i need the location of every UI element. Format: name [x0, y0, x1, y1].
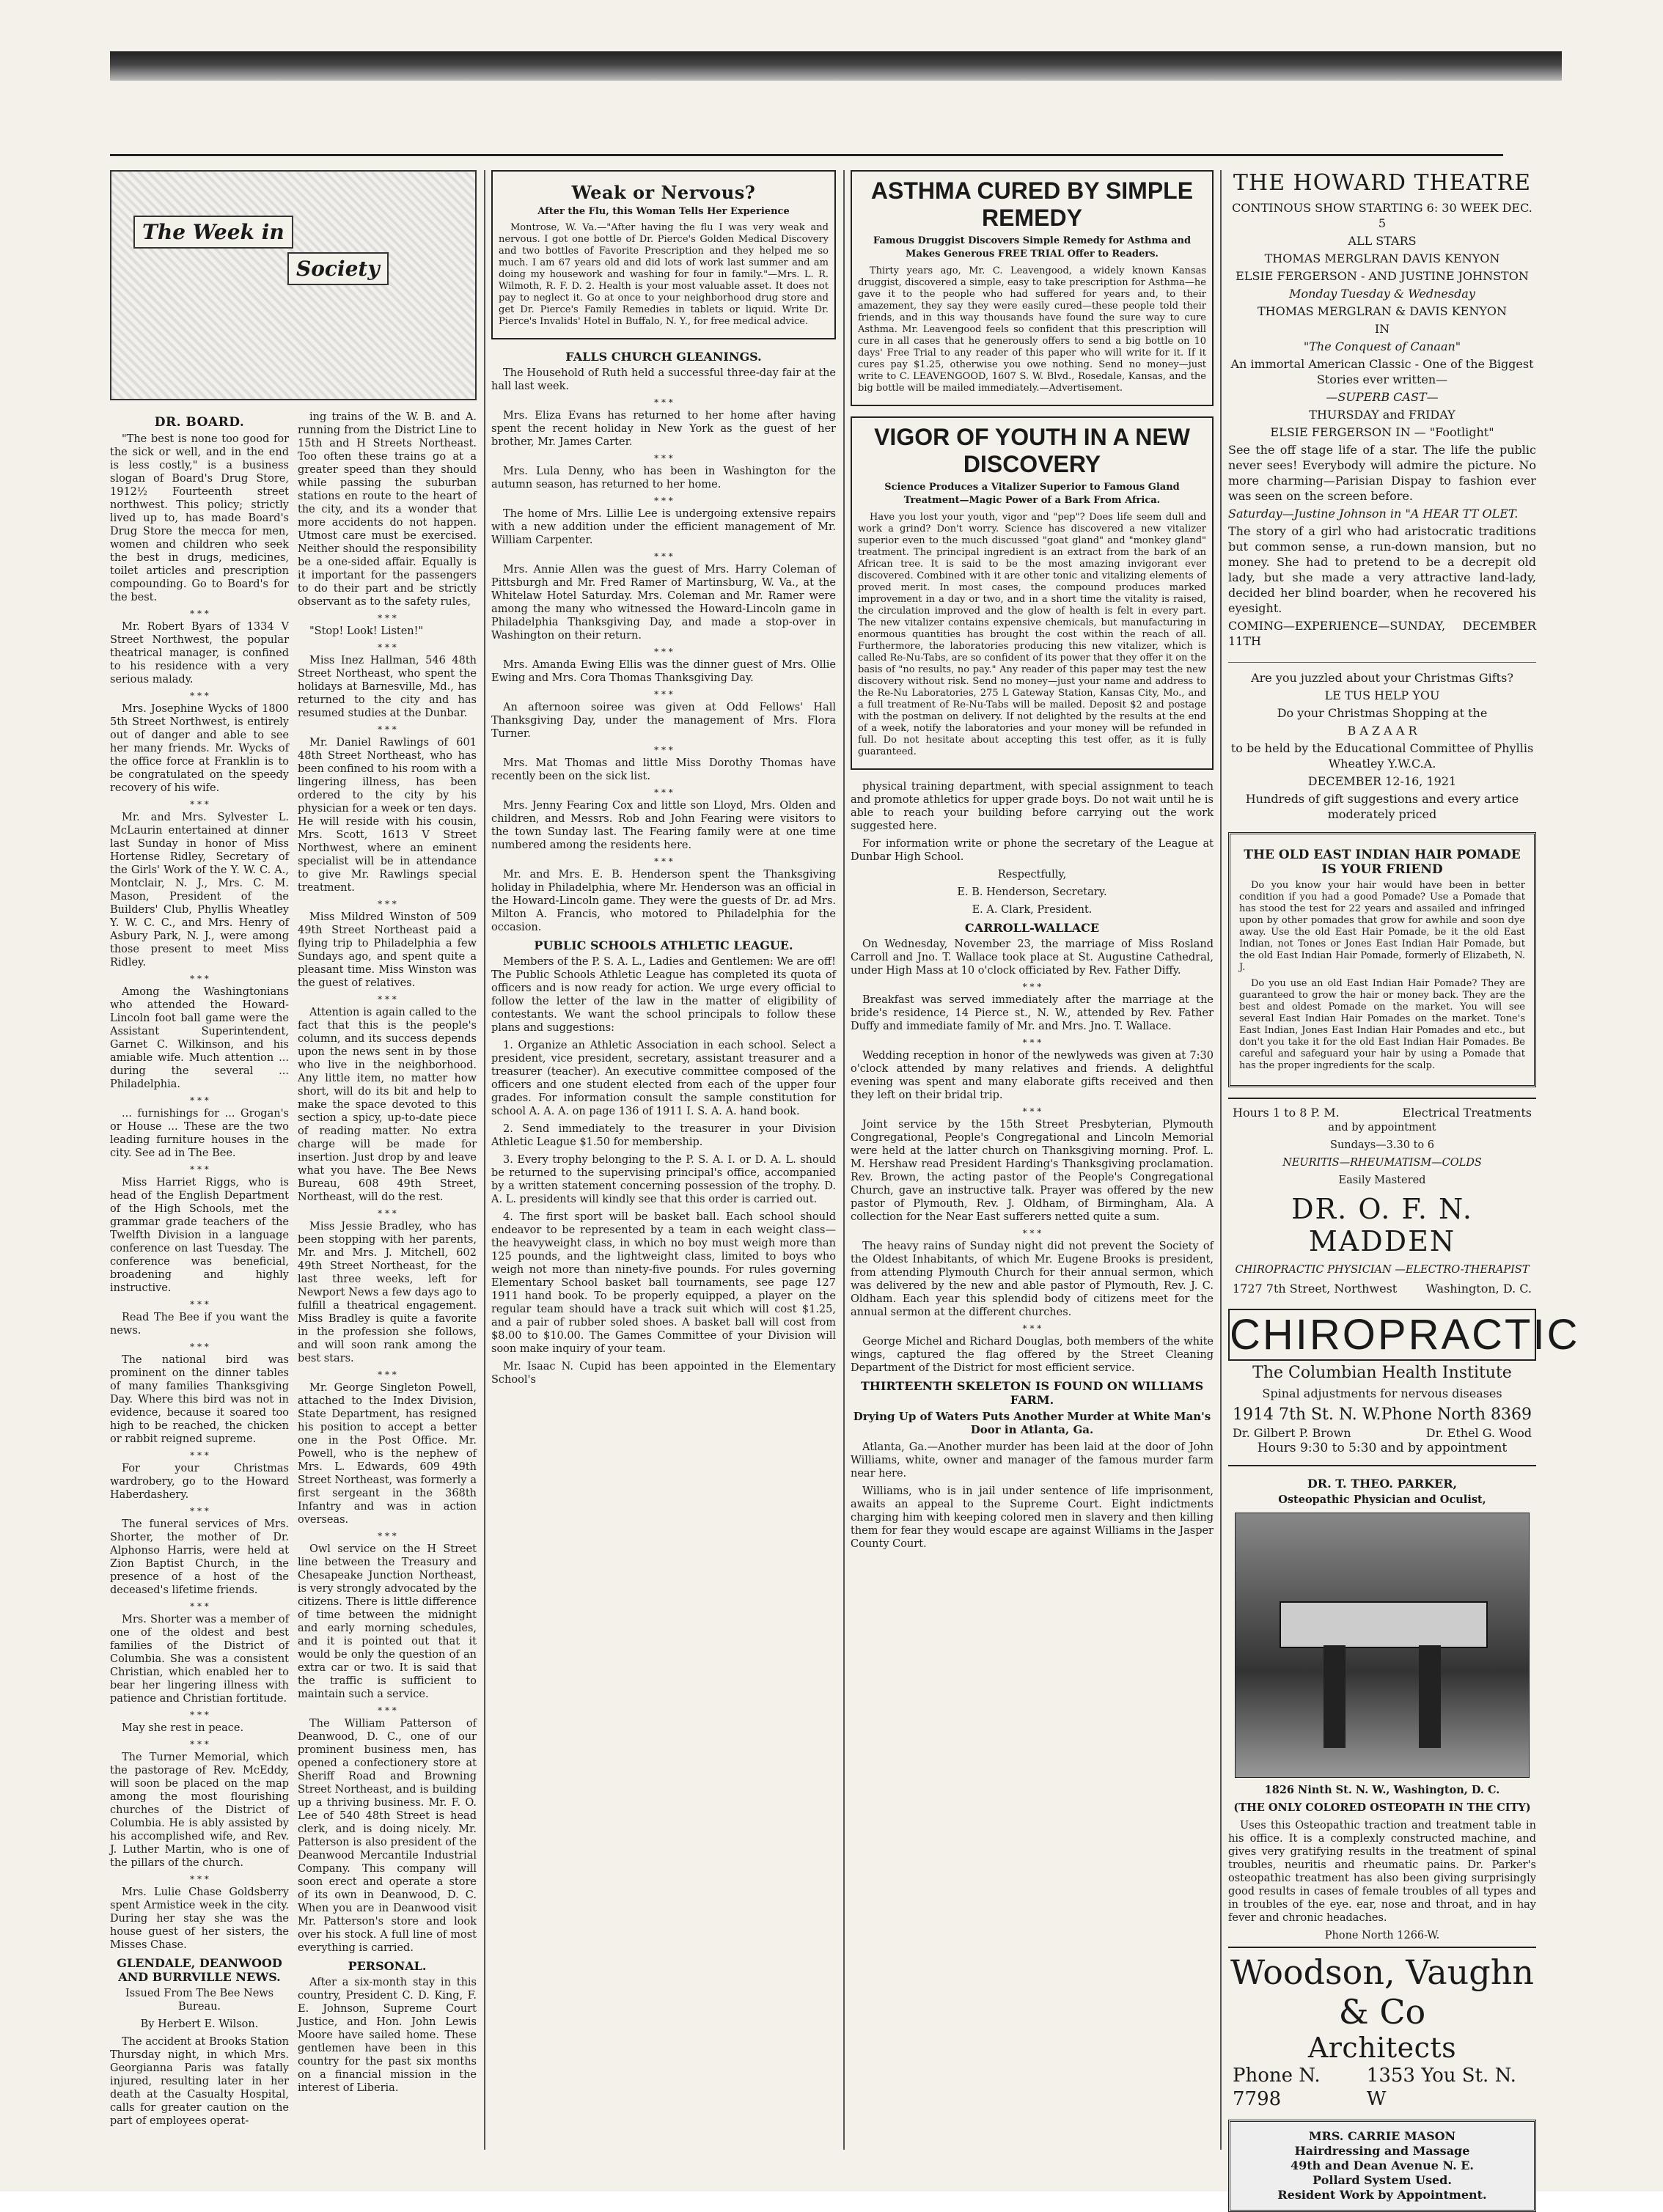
item-separator: * * * [378, 1705, 397, 1716]
chiropractic-institute: The Columbian Health Institute [1252, 1364, 1512, 1382]
column-divider [484, 170, 485, 2150]
parker-title: Osteopathic Physician and Oculist, [1278, 1493, 1486, 1506]
item-separator: * * * [378, 1531, 397, 1541]
item-separator: * * * [1022, 1037, 1042, 1048]
carroll-wallace-item: On Wednesday, November 23, the marriage of Miss Rosland Carroll and Jno. T. Wallace took place at St. Augustine Cathedral, under High Mass at 10 o'clock officiated by Rev. Father Diffy. [851, 938, 1214, 977]
society-item: Mrs. Josephine Wycks of 1800 5th Street Northwest, is entirely out of danger and able to see her many friends. Mr. Wycks of the office force at Franklin is to be congratulated on the speedy recovery of his wife. [110, 703, 289, 794]
bazaar-line: Hundreds of gift suggestions and every artice moderately priced [1245, 792, 1519, 821]
skeleton-item: Atlanta, Ga.—Another murder has been laid at the door of John Williams, white, owner and manager of the famous murder farm near here. [851, 1441, 1214, 1480]
chiropractic-spinal: Spinal adjustments for nervous diseases [1262, 1386, 1502, 1400]
carroll-wallace-item: The heavy rains of Sunday night did not prevent the Society of the Oldest Inhabitants, of which Mr. Eugene Brooks is president, from attending Plymouth Church for their annual sermon, which was delivered by the new and able pastor of Plymouth, Rev. J. C. Oldham. Each year this splendid body of citizens meet for the annual sermon at the different churches. [851, 1241, 1214, 1318]
falls-church-item: Mrs. Lula Denny, who has been in Washington for the autumn season, has returned to her home. [491, 466, 836, 490]
madden-electrical: Electrical Treatments [1402, 1106, 1532, 1120]
ad-subtitle: After the Flu, this Woman Tells Her Experience [537, 206, 790, 217]
theatre-line: "The Conquest of Canaan" [1303, 339, 1461, 353]
personal-heading: PERSONAL. [348, 1959, 427, 1973]
society-item: Read The Bee if you want the news. [110, 1312, 289, 1337]
item-separator: * * * [654, 551, 673, 562]
league-item: physical training department, with special assignment to teach and promote athletics for upper grade boys. Do not wait until he is able to reach your building before carrying out the work suggested here. [851, 781, 1214, 832]
theatre-line: See the off stage life of a star. The life the public never sees! Everybody will admire the picture. No more charming—Parisian Dispay to fashion ever was seen on the screen before. [1228, 443, 1536, 503]
skeleton-item: Williams, who is in jail under sentence of life imprisonment, awaits an appeal to the Supreme Court. Eight indictments charging him with keeping colored men in slavery and then killing them for fear they would escape are against Williams in the Jasper County Court. [851, 1485, 1214, 1550]
falls-church-items [491, 367, 836, 934]
table-top [1280, 1601, 1488, 1648]
theatre-line: THURSDAY and FRIDAY [1309, 408, 1455, 422]
theatre-line: THOMAS MERGLRAN & DAVIS KENYON [1257, 304, 1508, 318]
deanwood-item: Owl service on the H Street line between the Treasury and Chesapeake Junction Northeast, is very strongly advocated by the citizens. There is little difference of time between the midnight and early morning schedules, and it is pointed out that it would be only the question of an extra car or two. It is said that the traffic is sufficient to maintain such a service. [298, 1543, 477, 1700]
dr-board-heading: DR. BOARD. [154, 415, 245, 430]
falls-church-item: Mrs. Eliza Evans has returned to her home after having spent the recent holiday in New York as the guest of her brother, Mr. James Carter. [491, 410, 836, 448]
woodson-address: 1353 You St. N. W [1366, 2065, 1516, 2110]
psal-items [491, 955, 836, 1386]
item-separator: * * * [654, 745, 673, 755]
society-item: For your Christmas wardrobery, go to the Howard Haberdashery. [110, 1463, 289, 1501]
theatre-line: An immortal American Classic - One of the Biggest Stories ever written— [1230, 357, 1534, 386]
item-separator: * * * [378, 994, 397, 1004]
asthma-title: ASTHMA CURED BY SIMPLE REMEDY [870, 177, 1194, 231]
theatre-line: The story of a girl who had aristocratic traditions but common sense, a run-down mansion, but no money. She had to pretend to be a decrepit old lady, but she made a very attractive land-lady, decided her blind boarder, when he recovered his eyesight. [1228, 524, 1536, 615]
society-item: "The best is none too good for the sick or well, and in the end is less costly," is a business slogan of Board's Drug Store, 1912½ Fourteenth street northwest. This policy; strictly lived up to, has made Board's Drug Store the mecca for men, women and children who seek the best in drugs, medicines, toilet articles and prescription compounding. Go to Board's for the best. [110, 433, 289, 603]
item-separator: * * * [378, 899, 397, 909]
item-separator: * * * [378, 1208, 397, 1219]
item-separator: * * * [654, 787, 673, 798]
theatre-line: —SUPERB CAST— [1326, 390, 1439, 404]
item-separator: * * * [190, 1601, 209, 1612]
carroll-wallace-items [851, 938, 1214, 1375]
psal-item: Mr. Isaac N. Cupid has been appointed in the Elementary School's [491, 1361, 836, 1386]
society-item: May she rest in peace. [122, 1722, 244, 1734]
skeleton-heading: THIRTEENTH SKELETON IS FOUND ON WILLIAMS FARM. [860, 1379, 1204, 1407]
item-separator: * * * [190, 1095, 209, 1106]
banner-title: The Week in [133, 216, 293, 249]
carroll-wallace-item: Wedding reception in honor of the newlyweds was given at 7:30 o'clock attended by many relatives and friends. A delightful evening was spent and many elaborate gifts received and then they left on their bridal trip. [851, 1050, 1214, 1101]
league-signature [851, 868, 1214, 916]
chiropractic-address: 1914 7th St. N. W. [1233, 1406, 1381, 1424]
asthma-lead: Famous Druggist Discovers Simple Remedy for Asthma and Makes Generous FREE TRIAL Offer to Readers. [873, 235, 1192, 260]
theatre-line: ELSIE FERGERSON - AND JUSTINE JOHNSTON [1236, 269, 1529, 283]
society-item: Miss Harriet Riggs, who is head of the English Department of the High Schools, met the grammar grade teachers of the Twelfth Division in a language conference on last Tuesday. The conference was beneficial, broadening and highly instructive. [110, 1177, 289, 1294]
theatre-line: CONTINOUS SHOW STARTING 6: 30 WEEK DEC. 5 [1232, 201, 1532, 230]
madden-title: CHIROPRACTIC PHYSICIAN —ELECTRO-THERAPIST [1235, 1264, 1530, 1276]
madden-appointment: and by appointment [1328, 1122, 1436, 1133]
falls-church-item: Mr. and Mrs. E. B. Henderson spent the Thanksgiving holiday in Philadelphia, where Mr. Henderson was an official in the Howard-Lincoln game. They were the guests of Dr. ad Mrs. Milton A. Francis, who motored to Philadelphia for the occasion. [491, 869, 836, 933]
personal-item: After a six-month stay in this country, President C. D. King, F. E. Johnson, Supreme Court Justice, and Hon. John Lewis Moore have sailed home. These gentlemen have been in this country for the past six months on a financial mission in the interest of Liberia. [298, 1977, 477, 2094]
item-separator: * * * [190, 691, 209, 701]
chiropractic-title: CHIROPRACTIC [1228, 1309, 1536, 1361]
pomade-body [1239, 880, 1525, 1072]
mason-line: Resident Work by Appointment. [1277, 2188, 1487, 2202]
item-separator: * * * [654, 856, 673, 867]
parker-address: 1826 Ninth St. N. W., Washington, D. C. [1264, 1784, 1500, 1796]
carrie-mason-ad [1228, 2120, 1536, 2212]
deanwood-item: Miss Mildred Winston of 509 49th Street Northeast paid a flying trip to Philadelphia a few Sundays ago, and spent quite a pleasant time. Miss Winston was the guest of relatives. [298, 911, 477, 989]
item-separator: * * * [378, 1370, 397, 1380]
society-item: The national bird was prominent on the dinner tables of many families Thanksgiving Day. Where this bird was not in evidence, because it soared too high to be reached, the chicken or rabbit reigned supreme. [110, 1354, 289, 1445]
ad-body: Montrose, W. Va.—"After having the flu I was very weak and nervous. I got one bottle of Dr. Pierce's Golden Medical Discovery and two bottles of Favorite Prescription and they helped me so much. I am 67 years old and did lots of work last summer and am doing my housework and washing for four in family."—Mrs. L. R. Wilmoth, R. F. D. 2. Health is your most valuable asset. It does not pay to neglect it. Go at once to your neighborhood drug store and get Dr. Pierce's Family Remedies in tablets or liquid. Write Dr. Pierce's Invalids' Hotel in Buffalo, N. Y., for free medical advice. [499, 222, 829, 327]
society-item: Mr. and Mrs. Sylvester L. McLaurin entertained at dinner last Sunday in honor of Miss Hortense Ridley, Secretary of the Girls' Work of the Y. W. C. A., Montclair, N. J., Mrs. C. M. Mason, President of the Builders' Club, Phyllis Wheatley Y. W. C. C., and Mrs. Henry of Asbury Park, N. J., were among those present to meet Miss Ridley. [110, 812, 289, 969]
psal-heading: PUBLIC SCHOOLS ATHLETIC LEAGUE. [534, 938, 793, 952]
parker-only-colored: (THE ONLY COLORED OSTEOPATH IN THE CITY) [1233, 1801, 1531, 1814]
bazaar-line: B A Z A A R [1347, 724, 1417, 738]
banner-subtitle: Society [287, 252, 389, 285]
ad-title: Weak or Nervous? [571, 182, 756, 203]
theatre-line: Monday Tuesday & Wednesday [1289, 287, 1475, 301]
column-3 [851, 170, 1214, 2150]
madden-name: DR. O. F. N. MADDEN [1291, 1193, 1473, 1257]
pomade-paragraph: Do you know your hair would have been in better condition if you had a good Pomade? Use a Pomade that has stood the test for 22 years and assailed and infringed upon by other pomades that grow for awhile and soon dye away. Use the old East Hair Pomade, be it the old East Indian, not Tones or Jones East Indian Hair Pomade, but the old East Indian Hair Pomade, formerly of Elizabeth, N. J. [1239, 880, 1525, 973]
treatment-table-photo [1235, 1513, 1530, 1778]
society-item: Mrs. Shorter was a member of one of the oldest and best families of the District of Columbia. She was a consistent Christian, which enabled her to bear her lingering illness with patience and Christian fortitude. [110, 1614, 289, 1705]
theatre-line: ALL STARS [1348, 234, 1417, 248]
vigor-body: Have you lost your youth, vigor and "pep"? Does life seem dull and work a grind? Don't worry. Science has discovered a new vitalizer superior even to the much discussed "goat gland" and "monkey gland" treatment. The principal ingredient is an extract from the bark of an African tree. It is said to be the most amazing invigorant ever discovered. Combined with it are other tonic and vitalizing elements of proved merit. In most cases, the compound produces marked improvement in a day or two, and in a short time the vitality is raised, the circulation improved and the glow of health is felt in every part. The new vitalizer contains expensive chemicals, but manufacturing in enormous quantities has brought the cost within the reach of all. Furthermore, the laboratories producing this new vitalizer, which is called Re-Nu-Tabs, are so confident of its power that they offer it on the basis of "no results, no pay." Any reader of this paper may test the new discovery without risk. Send no money—just your name and address to the Re-Nu Laboratories, 275 L Gateway Station, Kansas City, Mo., and a full treatment of Re-Nu-Tabs will be mailed. Deposit $2 and postage with the postman on delivery. If not delighted by the results at the end of a week, notify the laboratories and your money will be refunded in full. Do not hesitate about accepting this test offer, as it is fully guaranteed. [858, 512, 1206, 757]
item-separator: * * * [190, 799, 209, 809]
society-item: ... furnishings for ... Grogan's or House ... These are the two leading furniture houses in the city. See ad in The Bee. [110, 1108, 289, 1159]
deanwood-item: Miss Jessie Bradley, who has been stopping with her parents, Mr. and Mrs. J. Mitchell, 602 49th Street Northeast, for the last three weeks, left for Newport News a few days ago to fulfill a theatrical engagement. Miss Bradley is quite a favorite in the profession she follows, and will soon rank among the best stars. [298, 1221, 477, 1364]
society-item: Mr. Robert Byars of 1334 V Street Northwest, the popular theatrical manager, is confined to his residence with a very serious malady. [110, 621, 289, 686]
theatre-line: IN [1374, 322, 1390, 336]
item-separator: * * * [190, 1710, 209, 1720]
item-separator: * * * [1022, 1323, 1042, 1334]
table-leg [1324, 1645, 1346, 1748]
item-separator: * * * [654, 453, 673, 463]
deanwood-item: Attention is again called to the fact that this is the people's column, and its success depends upon the news sent in by those who live in the neighborhood. Any little item, no matter how short, will do its bit and help to make the space devoted to this section a spicy, up-to-date piece of reading matter. No extra charge will be made for insertion. Just drop by and leave what you have. The Bee News Bureau, 608 49th Street, Northeast, will do the rest. [298, 1007, 477, 1203]
league-sign-line: Respectfully, [997, 869, 1067, 881]
madden-easily: Easily Mastered [1338, 1175, 1426, 1186]
madden-sundays: Sundays—3.30 to 6 [1330, 1139, 1434, 1151]
column-4 [1228, 170, 1580, 2202]
glendale-byline: By Herbert E. Wilson. [140, 2018, 259, 2030]
league-sign-line: E. A. Clark, President. [972, 904, 1093, 916]
deanwood-item: The William Patterson of Deanwood, D. C., one of our prominent business men, has opened a confectionery store at Sheriff Road and Browning Street Northeast, and is building up a thriving business. Mr. F. O. Lee of 540 48th Street is head clerk, and is doing nicely. Mr. Patterson is also president of the Deanwood Mercantile Industrial Company. This company will soon erect and operate a store of its own in Deanwood, D. C. When you are in Deanwood visit Mr. Patterson's store and look over his stock. A full line of most everything is carried. [298, 1718, 477, 1954]
league-sign-line: E. B. Henderson, Secretary. [957, 886, 1107, 898]
theatre-line: ELSIE FERGERSON IN — "Footlight" [1270, 425, 1494, 439]
psal-item: 4. The first sport will be basket ball. Each school should endeavor to be represented by a team in each weight class—the heavyweight class, in which no boy must weigh more than 125 pounds, and the lightweight class, limited to boys who weigh not more than ninety-five pounds. For rules governing Elementary School basket ball tournaments, see page 127 1911 hand book. To be properly equipped, a player on the regular team should have a track suit which will cost $1.25, and a pair of rubber soled shoes. A basket ball will cost from $8.00 to $10.00. The Games Committee of your Division will soon make inquiry of your team. [491, 1211, 836, 1355]
howard-theatre-ad [1228, 170, 1536, 649]
theatre-line: THOMAS MERGLRAN DAVIS KENYON [1264, 251, 1500, 265]
chiropractic-ad [1228, 1309, 1580, 1455]
parker-ad [1228, 1465, 1536, 1942]
item-separator: * * * [190, 1342, 209, 1352]
column-1b [298, 411, 477, 2132]
carroll-wallace-item: Joint service by the 15th Street Presbyterian, Plymouth Congregational, People's Congregational and Lincoln Memorial were held at the latter church on Thanksgiving morning. Prof. L. M. Hershaw read President Harding's Thanksgiving proclamation. Rev. Brown, the acting pastor of the People's Congregational Church, gave an instructive talk. Prayer was offered by the new pastor of Plymouth, Rev. J. Oldham, of Birmingham, Ala. A collection for the Near East sufferers netted quite a sum. [851, 1119, 1214, 1223]
falls-church-item: The Household of Ruth held a successful three-day fair at the hall last week. [491, 367, 836, 392]
woodson-title: Architects [1307, 2032, 1457, 2064]
bazaar-line: Are you juzzled about your Christmas Gifts? [1251, 671, 1513, 685]
bazaar-line: to be held by the Educational Committee of Phyllis Wheatley Y.W.C.A. [1230, 741, 1534, 771]
bazaar-ad [1228, 662, 1536, 822]
item-separator: * * * [190, 1739, 209, 1749]
theatre-line: COMING—EXPERIENCE—SUNDAY, DECEMBER 11TH [1228, 619, 1536, 648]
mason-line: MRS. CARRIE MASON [1308, 2129, 1456, 2143]
madden-city: Washington, D. C. [1425, 1282, 1532, 1296]
asthma-ad [851, 170, 1214, 406]
madden-ad [1228, 1098, 1536, 1297]
bazaar-line: DECEMBER 12-16, 1921 [1307, 774, 1457, 788]
item-separator: * * * [1022, 1228, 1042, 1238]
psal-item: 1. Organize an Athletic Association in each school. Select a president, vice president, secretary, assistant treasurer and a treasurer (teacher). An executive committee composed of the officers and one student elected from each of the upper four grades. For information consult the sample constitution for school A. A. A. on page 136 of 1911 I. S. A. A. hand book. [491, 1040, 836, 1117]
falls-church-item: An afternoon soiree was given at Odd Fellows' Hall Thanksgiving Day, under the management of Mrs. Flora Turner. [491, 702, 836, 740]
falls-church-item: Mrs. Mat Thomas and little Miss Dorothy Thomas have recently been on the sick list. [491, 757, 836, 782]
mason-line: Hairdressing and Massage [1294, 2144, 1470, 2158]
falls-church-heading: FALLS CHURCH GLEANINGS. [565, 350, 762, 364]
item-separator: * * * [190, 1299, 209, 1309]
society-item: The Turner Memorial, which the pastorage of Rev. McEddy, will soon be placed on the map among the most flourishing churches of the District of Columbia. He is ably assisted by his accomplished wife, and Rev. J. Luther Martin, who is one of the pillars of the church. [110, 1752, 289, 1869]
chiropractic-dr-brown: Dr. Gilbert P. Brown [1233, 1426, 1351, 1440]
item-separator: * * * [654, 496, 673, 506]
glendale-item: The accident at Brooks Station Thursday night, in which Mrs. Georgianna Paris was fatally injured, resulting later in her death at the Casualty Hospital, calls for greater caution on the part of employees operat- [110, 2036, 289, 2127]
parker-name: DR. T. THEO. PARKER, [1307, 1477, 1458, 1491]
item-separator: * * * [1022, 982, 1042, 992]
woodson-name: Woodson, Vaughn & Co [1230, 1952, 1534, 2032]
psal-item: 3. Every trophy belonging to the P. S. A. I. or D. A. L. should be returned to the supervising principal's office, accompanied by a written statement concerning possession of the trophy. D. A. L. presidents will kindly see that this order is carried out. [491, 1154, 836, 1205]
item-separator: * * * [190, 1506, 209, 1516]
pomade-title: THE OLD EAST INDIAN HAIR POMADE IS YOUR FRIEND [1244, 848, 1521, 877]
top-rule [110, 154, 1503, 156]
carroll-wallace-heading: CARROLL-WALLACE [964, 921, 1100, 935]
chiropractic-hours: Hours 9:30 to 5:30 and by appointment [1257, 1441, 1508, 1455]
falls-church-item: Mrs. Amanda Ewing Ellis was the dinner guest of Mrs. Ollie Ewing and Mrs. Cora Thomas Thanksgiving Day. [491, 659, 836, 684]
psal-item: 2. Send immediately to the treasurer in your Division Athletic League $1.50 for membership. [491, 1123, 836, 1148]
vigor-lead: Science Produces a Vitalizer Superior to Famous Gland Treatment—Magic Power of a Bark From Africa. [884, 482, 1180, 506]
vigor-title: VIGOR OF YOUTH IN A NEW DISCOVERY [874, 424, 1190, 477]
woodson-phone: Phone N. 7798 [1233, 2065, 1321, 2110]
society-item: The funeral services of Mrs. Shorter, the mother of Dr. Alphonso Harris, were held at Zion Baptist Church, in the presence of a host of the deceased's lifetime friends. [110, 1518, 289, 1596]
pomade-ad [1228, 832, 1536, 1087]
item-separator: * * * [190, 1164, 209, 1175]
carroll-wallace-item: George Michel and Richard Douglas, both members of the white wings, captured the flag offered by the Street Cleaning Department of the District for most efficient service. [851, 1336, 1214, 1374]
carroll-wallace-item: Breakfast was served immediately after the marriage at the bride's residence, 14 Pierce st., N. W., attended by Rev. Father Duffy and immediate family of Mr. and Mrs. Jno. T. Wallace. [851, 994, 1214, 1032]
society-item: Mrs. Lulie Chase Goldsberry spent Armistice week in the city. During her stay she was the house guest of her sisters, the Misses Chase. [110, 1886, 289, 1951]
bazaar-line: Do your Christmas Shopping at the [1277, 706, 1488, 720]
scan-top-band [110, 51, 1562, 81]
vigor-ad [851, 416, 1214, 770]
weak-nervous-ad [491, 170, 836, 339]
column-1 [110, 170, 477, 2150]
parker-body: Uses this Osteopathic traction and treatment table in his office. It is a complexly constructed machine, and gives very gratifying results in the treatment of spinal troubles, neuritis and rheumatic pains. Dr. Parker's osteopathic treatment has also been giving surprisingly good results in cases of female troubles of all types and in troubles of the eye. ear, nose and throat, and in hay fever and chronic headaches. [1228, 1820, 1536, 1924]
deanwood-item: ing trains of the W. B. and A. running from the District Line to 15th and H Streets Northeast. Too often these trains go at a greater speed than they should while passing the suburban stations en route to the heart of the city, and its a wonder that more accidents do not happen. Utmost care must be exercised. Neither should the responsibility be a one-sided affair. Equally is it important for the passengers to do their part and be strictly observant as to the safety rules, [298, 411, 477, 608]
chiropractic-phone: Phone North 8369 [1381, 1406, 1532, 1424]
woodson-vaughn-ad [1228, 1947, 1536, 2111]
league-item: For information write or phone the secretary of the League at Dunbar High School. [851, 838, 1214, 863]
glendale-heading: GLENDALE, DEANWOOD AND BURRVILLE NEWS. [117, 1956, 282, 1984]
column-divider [843, 170, 845, 2150]
item-separator: * * * [654, 647, 673, 657]
skeleton-items [851, 1441, 1214, 1551]
mason-line: Pollard System Used. [1313, 2173, 1452, 2187]
item-separator: * * * [654, 397, 673, 408]
item-separator: * * * [654, 689, 673, 699]
skeleton-subheading: Drying Up of Waters Puts Another Murder at White Man's Door in Atlanta, Ga. [853, 1410, 1211, 1436]
league-continued [851, 780, 1214, 864]
asthma-body: Thirty years ago, Mr. C. Leavengood, a widely known Kansas druggist, discovered a simple, easy to take prescription for Asthma—he gave it to the people who had suffered for years and, to their amazement, they say they were easily cured—these people told their friends, and in this way thousands have found the sure way to cure Asthma. Mr. Leavengood feels so confident that this prescription will cure in all cases that he generously offers to send a big bottle on 10 days' Free Trial to any reader of this paper who will write for it. If it cures pay $1.25, otherwise you owe nothing. Send no money—just write to C. LEAVENGOOD, 1607 S. W. Blvd., Rosedale, Kansas, and the big bottle will be mailed immediately.—Advertisement. [858, 265, 1206, 394]
madden-address: 1727 7th Street, Northwest [1233, 1282, 1398, 1296]
society-item: Among the Washingtonians who attended the Howard-Lincoln foot ball game were the Assistant Superintendent, Garnet C. Wilkinson, and his amiable wife. Much attention ... during the several ... Philadelphia. [110, 986, 289, 1090]
theatre-line: Saturday—Justine Johnson in "A HEAR TT OLET. [1228, 507, 1519, 521]
item-separator: * * * [190, 609, 209, 619]
glendale-issued: Issued From The Bee News Bureau. [125, 1988, 274, 2013]
falls-church-item: Mrs. Jenny Fearing Cox and little son Lloyd, Mrs. Olden and children, and Messrs. Rob and John Fearing were visitors to the town Sunday last. The Fearing family were at one time numbered among the residents here. [491, 800, 836, 851]
psal-item: Members of the P. S. A. L., Ladies and Gentlemen: We are off! The Public Schools Athletic League has completed its quota of officers and is now ready for action. We urge every official to follow the letter of the law in the matter of eligibility of contestants. We want the school principals to follow these plans and suggestions: [491, 956, 836, 1034]
falls-church-item: The home of Mrs. Lillie Lee is undergoing extensive repairs with a new addition under the efficient management of Mr. William Carpenter. [491, 508, 836, 546]
falls-church-item: Mrs. Annie Allen was the guest of Mrs. Harry Coleman of Pittsburgh and Mr. Fred Ramer of Martinsburg, W. Va., at the Whitelaw Hotel Saturday. Mrs. Coleman and Mr. Ramer were among the many who witnessed the Howard-Lincoln game in Philadelphia Thanksgiving Day, and made a stop-over in Washington on their return. [491, 564, 836, 642]
item-separator: * * * [378, 613, 397, 623]
item-separator: * * * [378, 724, 397, 735]
column-2 [491, 170, 836, 2150]
item-separator: * * * [190, 1450, 209, 1460]
item-separator: * * * [378, 642, 397, 653]
parker-phone: Phone North 1266-W. [1324, 1930, 1440, 1941]
column-divider [1220, 170, 1222, 2150]
item-separator: * * * [1022, 1106, 1042, 1117]
chiropractic-dr-wood: Dr. Ethel G. Wood [1425, 1426, 1532, 1440]
item-separator: * * * [190, 974, 209, 984]
column-1a [110, 411, 289, 2132]
madden-hours: Hours 1 to 8 P. M. [1233, 1106, 1340, 1120]
pomade-paragraph: Do you use an old East Indian Hair Pomade? They are guaranteed to grow the hair or money back. They are the best and oldest Pomade on the market. You will see several East Indian Hair Pomades on the market. Tone's East Indian, Jones East Indian Hair Pomades and etc., but don't you take it for the old East Indian Hair Pomades. Be careful and safeguard your hair by using a Pomade that has the proper ingredients for the scalp. [1239, 978, 1525, 1071]
item-separator: * * * [190, 1874, 209, 1884]
table-leg [1419, 1645, 1441, 1748]
madden-neuritis: NEURITIS—RHEUMATISM—COLDS [1282, 1157, 1482, 1169]
deanwood-item: "Stop! Look! Listen!" [309, 625, 424, 637]
theatre-title: THE HOWARD THEATRE [1233, 170, 1532, 196]
deanwood-item: Mr. George Singleton Powell, attached to the Index Division, State Department, has resigned his position to accept a better one in the Post Office. Mr. Powell, who is the nephew of Mrs. L. Edwards, 609 49th Street Northeast, was formerly a first sergeant in the 368th Infantry and was in action overseas. [298, 1382, 477, 1526]
bazaar-line: LE TUS HELP YOU [1324, 688, 1440, 702]
deanwood-item: Mr. Daniel Rawlings of 601 48th Street Northeast, who has been confined to his room with a lingering illness, has been ordered to the city by his physician for a week or ten days. He will reside with his cousin, Mrs. Scott, 1613 V Street Northwest, where an eminent specialist will be in attendance to give Mr. Rawlings special treatment. [298, 737, 477, 894]
society-banner-illustration [110, 170, 477, 400]
mason-line: 49th and Dean Avenue N. E. [1290, 2158, 1474, 2172]
deanwood-item: Miss Inez Hallman, 546 48th Street Northeast, who spent the holidays at Barnesville, Md., has returned to the city and has resumed studies at the Dunbar. [298, 655, 477, 719]
